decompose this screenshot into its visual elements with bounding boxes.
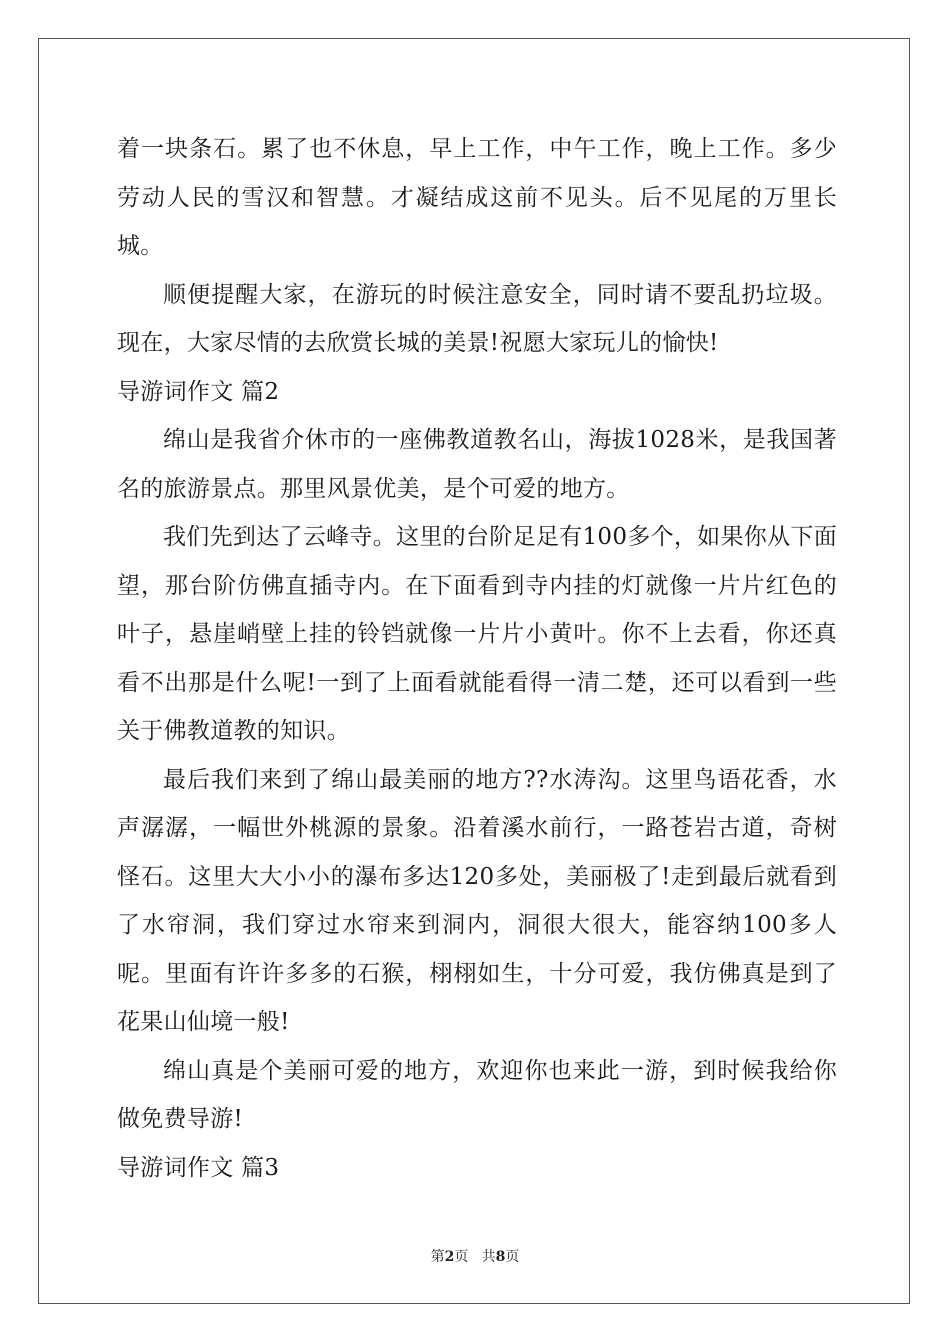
paragraph-yunfeng-temple: 我们先到达了云峰寺。这里的台阶足足有100多个，如果你从下面望，那台阶仿佛直插寺内。在下面看到寺内挂的灯就像一片片红色的叶子，悬崖峭壁上挂的铃铛就像一片片小黄叶。你不上去看，你还真看不出那是什么呢!一到了上面看就能看得一清二楚，还可以看到一些关于佛教道教的知识。 <box>117 524 837 744</box>
document-body <box>117 125 837 1192</box>
total-pages: 8 <box>495 1249 506 1265</box>
paragraph-invitation: 绵山真是个美丽可爱的地方，欢迎你也来此一游，到时候我给你做免费导游! <box>117 1057 837 1132</box>
page-prefix: 第 <box>430 1249 445 1265</box>
total-suffix: 页 <box>505 1249 520 1265</box>
page-footer <box>0 1246 950 1266</box>
paragraph-safety-reminder: 顺便提醒大家，在游玩的时候注意安全，同时请不要乱扔垃圾。现在，大家尽情的去欣赏长城的美景!祝愿大家玩儿的愉快! <box>117 281 837 356</box>
section-heading-3: 导游词作文 篇3 <box>117 1154 280 1181</box>
section-heading-2: 导游词作文 篇2 <box>117 378 280 405</box>
paragraph-mianshan-intro: 绵山是我省介休市的一座佛教道教名山，海拔1028米，是我国著名的旅游景点。那里风景优美，是个可爱的地方。 <box>117 427 837 502</box>
page-suffix: 页 <box>454 1249 469 1265</box>
total-prefix: 共 <box>481 1249 496 1265</box>
page-number: 2 <box>444 1249 455 1265</box>
paragraph-shuitao-gully: 最后我们来到了绵山最美丽的地方??水涛沟。这里鸟语花香，水声潺潺，一幅世外桃源的景象。沿着溪水前行，一路苍岩古道，奇树怪石。这里大大小小的瀑布多达120多处，美丽极了!走到最后就看到了水帘洞，我们穿过水帘来到洞内，洞很大很大，能容纳100多人呢。里面有许许多多的石猴，栩栩如生，十分可爱，我仿佛真是到了花果山仙境一般! <box>117 766 837 1035</box>
paragraph-continuation: 着一块条石。累了也不休息，早上工作，中午工作，晚上工作。多少劳动人民的雪汉和智慧。才凝结成这前不见头。后不见尾的万里长城。 <box>117 136 837 259</box>
